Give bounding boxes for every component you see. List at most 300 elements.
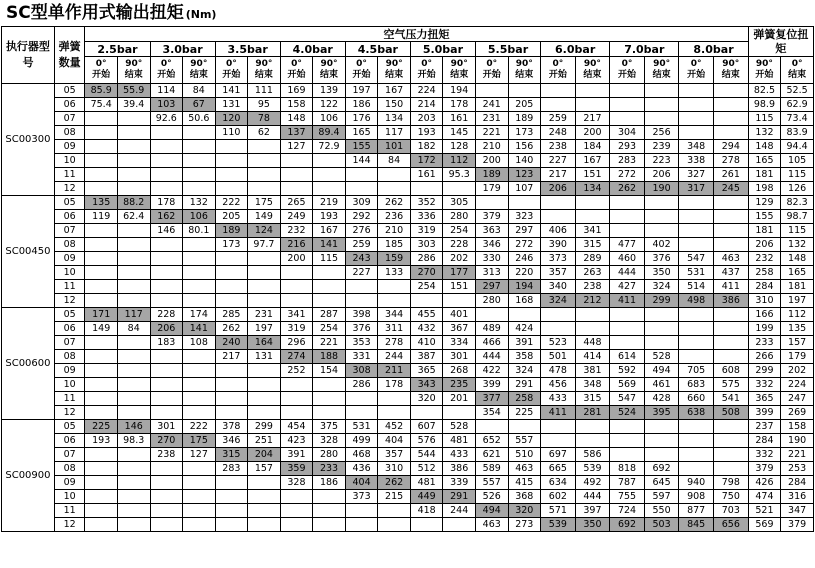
torque-end-cell: 128 <box>443 140 476 154</box>
torque-start-cell: 285 <box>215 308 248 322</box>
torque-end-cell: 503 <box>644 518 679 532</box>
table-row <box>2 490 814 504</box>
spring-return-start-cell: 310 <box>748 294 781 308</box>
empty-cell <box>117 154 150 168</box>
empty-cell <box>85 336 118 350</box>
torque-start-cell: 297 <box>475 280 508 294</box>
sub-header-end: 90° 结束 <box>378 57 411 84</box>
torque-start-cell: 531 <box>345 420 378 434</box>
table-row <box>2 462 814 476</box>
empty-cell <box>85 182 118 196</box>
table-row <box>2 392 814 406</box>
torque-end-cell: 204 <box>248 448 281 462</box>
spring-return-start-cell: 206 <box>748 238 781 252</box>
torque-end-cell: 164 <box>248 336 281 350</box>
torque-start-cell: 531 <box>679 266 714 280</box>
torque-end-cell: 205 <box>508 98 541 112</box>
torque-start-cell: 274 <box>280 350 313 364</box>
torque-start-cell: 346 <box>475 238 508 252</box>
torque-end-cell: 194 <box>508 280 541 294</box>
torque-end-cell: 251 <box>248 434 281 448</box>
spring-qty-cell: 07 <box>54 336 85 350</box>
empty-cell <box>378 168 411 182</box>
empty-cell <box>150 280 183 294</box>
torque-start-cell: 589 <box>475 462 508 476</box>
empty-cell <box>713 84 748 98</box>
spring-qty-cell: 10 <box>54 154 85 168</box>
torque-end-cell: 219 <box>313 196 346 210</box>
torque-end-cell: 350 <box>575 518 610 532</box>
empty-cell <box>313 504 346 518</box>
torque-end-cell: 107 <box>508 182 541 196</box>
empty-cell <box>313 280 346 294</box>
torque-start-cell: 357 <box>541 266 576 280</box>
empty-cell <box>183 168 216 182</box>
torque-start-cell: 621 <box>475 448 508 462</box>
empty-cell <box>378 294 411 308</box>
spring-return-start-cell: 399 <box>748 406 781 420</box>
empty-cell <box>150 266 183 280</box>
empty-cell <box>679 98 714 112</box>
empty-cell <box>610 434 645 448</box>
table-row <box>2 504 814 518</box>
sub-header-end: 90° 结束 <box>183 57 216 84</box>
torque-start-cell: 499 <box>345 434 378 448</box>
torque-end-cell: 448 <box>575 336 610 350</box>
spring-qty-cell: 11 <box>54 392 85 406</box>
table-row <box>2 238 814 252</box>
spring-return-end-cell: 52.5 <box>781 84 814 98</box>
empty-cell <box>644 112 679 126</box>
spring-return-end-cell: 284 <box>781 476 814 490</box>
torque-start-cell: 286 <box>345 378 378 392</box>
empty-cell <box>679 308 714 322</box>
torque-end-cell: 481 <box>443 434 476 448</box>
empty-cell <box>443 518 476 532</box>
sub-header-spring-start: 90° 开始 <box>748 57 781 84</box>
torque-end-cell: 750 <box>713 490 748 504</box>
empty-cell <box>644 420 679 434</box>
empty-cell <box>679 112 714 126</box>
torque-end-cell: 161 <box>443 112 476 126</box>
table-row <box>2 308 814 322</box>
torque-end-cell: 72.9 <box>313 140 346 154</box>
empty-cell <box>280 266 313 280</box>
spring-return-end-cell: 181 <box>781 280 814 294</box>
torque-end-cell: 134 <box>378 112 411 126</box>
spring-return-start-cell: 181 <box>748 168 781 182</box>
torque-end-cell: 339 <box>443 476 476 490</box>
sub-header-start: 0° 开始 <box>345 57 378 84</box>
torque-end-cell: 350 <box>644 266 679 280</box>
torque-end-cell: 597 <box>644 490 679 504</box>
torque-end-cell: 223 <box>644 154 679 168</box>
empty-cell <box>215 364 248 378</box>
empty-cell <box>378 280 411 294</box>
torque-end-cell: 157 <box>248 462 281 476</box>
empty-cell <box>475 308 508 322</box>
torque-start-cell: 478 <box>541 364 576 378</box>
spring-qty-cell: 07 <box>54 448 85 462</box>
actuator-model: SC00900 <box>2 420 55 532</box>
torque-start-cell: 569 <box>610 378 645 392</box>
torque-end-cell: 273 <box>508 518 541 532</box>
torque-start-cell: 110 <box>215 126 248 140</box>
empty-cell <box>215 252 248 266</box>
torque-start-cell: 206 <box>150 322 183 336</box>
torque-end-cell: 151 <box>575 168 610 182</box>
empty-cell <box>150 154 183 168</box>
empty-cell <box>610 448 645 462</box>
torque-end-cell: 151 <box>443 280 476 294</box>
table-row <box>2 476 814 490</box>
torque-start-cell: 146 <box>150 224 183 238</box>
table-row <box>2 98 814 112</box>
empty-cell <box>85 378 118 392</box>
empty-cell <box>248 140 281 154</box>
empty-cell <box>610 196 645 210</box>
torque-end-cell: 310 <box>378 462 411 476</box>
empty-cell <box>280 168 313 182</box>
empty-cell <box>475 84 508 98</box>
table-row <box>2 280 814 294</box>
torque-start-cell: 444 <box>610 266 645 280</box>
torque-end-cell: 62 <box>248 126 281 140</box>
torque-end-cell: 297 <box>508 224 541 238</box>
torque-end-cell: 415 <box>508 476 541 490</box>
table-row <box>2 420 814 434</box>
empty-cell <box>280 504 313 518</box>
empty-cell <box>713 462 748 476</box>
torque-start-cell: 514 <box>679 280 714 294</box>
torque-start-cell: 176 <box>345 112 378 126</box>
torque-start-cell: 324 <box>541 294 576 308</box>
torque-start-cell: 262 <box>610 182 645 196</box>
empty-cell <box>644 448 679 462</box>
torque-start-cell: 265 <box>280 196 313 210</box>
spring-return-start-cell: 132 <box>748 126 781 140</box>
torque-start-cell: 141 <box>215 84 248 98</box>
torque-start-cell: 222 <box>215 196 248 210</box>
empty-cell <box>541 98 576 112</box>
torque-start-cell: 602 <box>541 490 576 504</box>
torque-end-cell: 97.7 <box>248 238 281 252</box>
empty-cell <box>280 154 313 168</box>
empty-cell <box>378 182 411 196</box>
torque-start-cell: 406 <box>541 224 576 238</box>
spring-return-start-cell: 166 <box>748 308 781 322</box>
title-unit: (Nm) <box>185 8 217 21</box>
torque-start-cell: 206 <box>541 182 576 196</box>
torque-end-cell: 608 <box>713 364 748 378</box>
spring-return-start-cell: 521 <box>748 504 781 518</box>
empty-cell <box>345 294 378 308</box>
sub-header-start: 0° 开始 <box>280 57 313 84</box>
torque-start-cell: 320 <box>410 392 443 406</box>
spring-return-end-cell: 82.3 <box>781 196 814 210</box>
empty-cell <box>313 168 346 182</box>
torque-end-cell: 84 <box>117 322 150 336</box>
empty-cell <box>313 266 346 280</box>
torque-end-cell: 272 <box>508 238 541 252</box>
torque-start-cell: 353 <box>345 336 378 350</box>
torque-start-cell: 354 <box>475 406 508 420</box>
torque-start-cell: 162 <box>150 210 183 224</box>
table-body <box>2 84 814 532</box>
torque-start-cell: 683 <box>679 378 714 392</box>
torque-end-cell: 133 <box>378 266 411 280</box>
empty-cell <box>183 504 216 518</box>
spring-return-start-cell: 148 <box>748 140 781 154</box>
torque-start-cell: 436 <box>345 462 378 476</box>
pressure-header: 5.5bar <box>475 42 540 57</box>
spring-qty-cell: 09 <box>54 364 85 378</box>
empty-cell <box>610 308 645 322</box>
empty-cell <box>575 434 610 448</box>
empty-cell <box>508 308 541 322</box>
empty-cell <box>248 266 281 280</box>
empty-cell <box>183 462 216 476</box>
empty-cell <box>475 196 508 210</box>
spring-return-start-cell: 115 <box>748 112 781 126</box>
spring-qty-cell: 05 <box>54 196 85 210</box>
empty-cell <box>117 280 150 294</box>
torque-start-cell: 724 <box>610 504 645 518</box>
torque-end-cell: 123 <box>508 168 541 182</box>
torque-start-cell: 241 <box>475 98 508 112</box>
torque-end-cell: 287 <box>313 308 346 322</box>
empty-cell <box>679 224 714 238</box>
torque-start-cell: 411 <box>541 406 576 420</box>
sub-header-start: 0° 开始 <box>541 57 576 84</box>
spring-qty-cell: 08 <box>54 126 85 140</box>
empty-cell <box>215 406 248 420</box>
spring-return-end-cell: 135 <box>781 322 814 336</box>
torque-end-cell: 39.4 <box>117 98 150 112</box>
torque-end-cell: 173 <box>508 126 541 140</box>
torque-start-cell: 210 <box>475 140 508 154</box>
torque-end-cell: 217 <box>575 112 610 126</box>
torque-start-cell: 338 <box>679 154 714 168</box>
empty-cell <box>85 406 118 420</box>
empty-cell <box>280 294 313 308</box>
empty-cell <box>541 322 576 336</box>
torque-start-cell: 328 <box>280 476 313 490</box>
torque-start-cell: 454 <box>280 420 313 434</box>
torque-end-cell: 703 <box>713 504 748 518</box>
torque-end-cell: 402 <box>644 238 679 252</box>
empty-cell <box>610 420 645 434</box>
torque-start-cell: 433 <box>541 392 576 406</box>
torque-start-cell: 576 <box>410 434 443 448</box>
torque-end-cell: 278 <box>378 336 411 350</box>
sub-header-start: 0° 开始 <box>85 57 118 84</box>
empty-cell <box>215 294 248 308</box>
torque-end-cell: 358 <box>508 350 541 364</box>
spring-qty-cell: 10 <box>54 490 85 504</box>
torque-start-cell: 172 <box>410 154 443 168</box>
empty-cell <box>117 252 150 266</box>
empty-cell <box>644 98 679 112</box>
empty-cell <box>248 476 281 490</box>
spring-return-end-cell: 83.9 <box>781 126 814 140</box>
empty-cell <box>117 294 150 308</box>
torque-end-cell: 528 <box>443 420 476 434</box>
sub-header-end: 90° 结束 <box>248 57 281 84</box>
torque-end-cell: 78 <box>248 112 281 126</box>
spring-return-start-cell: 165 <box>748 154 781 168</box>
empty-cell <box>575 196 610 210</box>
torque-end-cell: 692 <box>644 462 679 476</box>
torque-end-cell: 315 <box>575 392 610 406</box>
empty-cell <box>117 364 150 378</box>
table-row <box>2 84 814 98</box>
torque-start-cell: 317 <box>679 182 714 196</box>
torque-start-cell: 224 <box>410 84 443 98</box>
spring-return-end-cell: 94.4 <box>781 140 814 154</box>
empty-cell <box>713 434 748 448</box>
empty-cell <box>713 210 748 224</box>
spring-qty-cell: 05 <box>54 420 85 434</box>
empty-cell <box>183 518 216 532</box>
empty-cell <box>610 112 645 126</box>
empty-cell <box>183 476 216 490</box>
spring-return-start-cell: 232 <box>748 252 781 266</box>
torque-start-cell: 539 <box>541 518 576 532</box>
torque-start-cell: 547 <box>679 252 714 266</box>
empty-cell <box>215 378 248 392</box>
torque-start-cell: 319 <box>280 322 313 336</box>
torque-start-cell: 304 <box>610 126 645 140</box>
torque-end-cell: 177 <box>443 266 476 280</box>
empty-cell <box>345 280 378 294</box>
torque-start-cell: 359 <box>280 462 313 476</box>
torque-start-cell: 373 <box>541 252 576 266</box>
torque-start-cell: 571 <box>541 504 576 518</box>
torque-start-cell: 119 <box>85 210 118 224</box>
empty-cell <box>183 126 216 140</box>
empty-cell <box>85 476 118 490</box>
torque-end-cell: 645 <box>644 476 679 490</box>
torque-end-cell: 84 <box>378 154 411 168</box>
empty-cell <box>575 84 610 98</box>
spring-return-end-cell: 105 <box>781 154 814 168</box>
torque-start-cell: 373 <box>345 490 378 504</box>
empty-cell <box>610 336 645 350</box>
torque-end-cell: 167 <box>378 84 411 98</box>
empty-cell <box>644 434 679 448</box>
torque-end-cell: 541 <box>713 392 748 406</box>
empty-cell <box>713 98 748 112</box>
empty-cell <box>85 462 118 476</box>
empty-cell <box>248 490 281 504</box>
torque-start-cell: 227 <box>541 154 576 168</box>
spring-return-end-cell: 179 <box>781 350 814 364</box>
empty-cell <box>150 294 183 308</box>
torque-end-cell: 437 <box>713 266 748 280</box>
empty-cell <box>183 280 216 294</box>
torque-end-cell: 368 <box>508 490 541 504</box>
sub-header-end: 90° 结束 <box>508 57 541 84</box>
spring-qty-cell: 12 <box>54 518 85 532</box>
sub-header-end: 90° 结束 <box>644 57 679 84</box>
torque-start-cell: 179 <box>475 182 508 196</box>
torque-start-cell: 319 <box>410 224 443 238</box>
torque-end-cell: 193 <box>313 210 346 224</box>
torque-end-cell: 386 <box>713 294 748 308</box>
pressure-header: 7.0bar <box>610 42 679 57</box>
actuator-model: SC00600 <box>2 308 55 420</box>
torque-end-cell: 194 <box>443 84 476 98</box>
empty-cell <box>679 126 714 140</box>
torque-end-cell: 334 <box>443 336 476 350</box>
torque-start-cell: 432 <box>410 322 443 336</box>
header-spring-qty: 弹簧数量 <box>54 27 85 84</box>
torque-start-cell: 818 <box>610 462 645 476</box>
torque-start-cell: 315 <box>215 448 248 462</box>
torque-end-cell: 291 <box>443 490 476 504</box>
empty-cell <box>85 504 118 518</box>
spring-qty-cell: 10 <box>54 266 85 280</box>
torque-start-cell: 169 <box>280 84 313 98</box>
empty-cell <box>85 448 118 462</box>
torque-start-cell: 189 <box>215 224 248 238</box>
torque-start-cell: 660 <box>679 392 714 406</box>
pressure-header: 3.0bar <box>150 42 215 57</box>
torque-start-cell: 940 <box>679 476 714 490</box>
empty-cell <box>117 504 150 518</box>
empty-cell <box>150 392 183 406</box>
torque-start-cell: 444 <box>475 350 508 364</box>
spring-return-end-cell: 148 <box>781 252 814 266</box>
empty-cell <box>150 378 183 392</box>
torque-end-cell: 254 <box>313 322 346 336</box>
empty-cell <box>713 224 748 238</box>
sub-header-end: 90° 结束 <box>575 57 610 84</box>
torque-start-cell: 149 <box>85 322 118 336</box>
torque-start-cell: 343 <box>410 378 443 392</box>
spring-return-end-cell: 224 <box>781 378 814 392</box>
empty-cell <box>117 378 150 392</box>
empty-cell <box>410 406 443 420</box>
empty-cell <box>183 266 216 280</box>
torque-start-cell: 404 <box>345 476 378 490</box>
spring-return-end-cell: 269 <box>781 406 814 420</box>
torque-end-cell: 167 <box>313 224 346 238</box>
torque-start-cell: 456 <box>541 378 576 392</box>
empty-cell <box>117 126 150 140</box>
spring-qty-cell: 12 <box>54 182 85 196</box>
torque-end-cell: 80.1 <box>183 224 216 238</box>
spring-qty-cell: 08 <box>54 238 85 252</box>
torque-start-cell: 183 <box>150 336 183 350</box>
sub-header-start: 0° 开始 <box>215 57 248 84</box>
torque-end-cell: 301 <box>443 350 476 364</box>
torque-end-cell: 246 <box>508 252 541 266</box>
torque-start-cell: 423 <box>280 434 313 448</box>
spring-return-start-cell: 198 <box>748 182 781 196</box>
torque-end-cell: 324 <box>644 280 679 294</box>
empty-cell <box>150 476 183 490</box>
torque-start-cell: 377 <box>475 392 508 406</box>
torque-end-cell: 124 <box>248 224 281 238</box>
torque-start-cell: 127 <box>280 140 313 154</box>
empty-cell <box>679 336 714 350</box>
torque-start-cell: 544 <box>410 448 443 462</box>
torque-start-cell: 378 <box>215 420 248 434</box>
pressure-header: 4.0bar <box>280 42 345 57</box>
torque-start-cell: 155 <box>345 140 378 154</box>
